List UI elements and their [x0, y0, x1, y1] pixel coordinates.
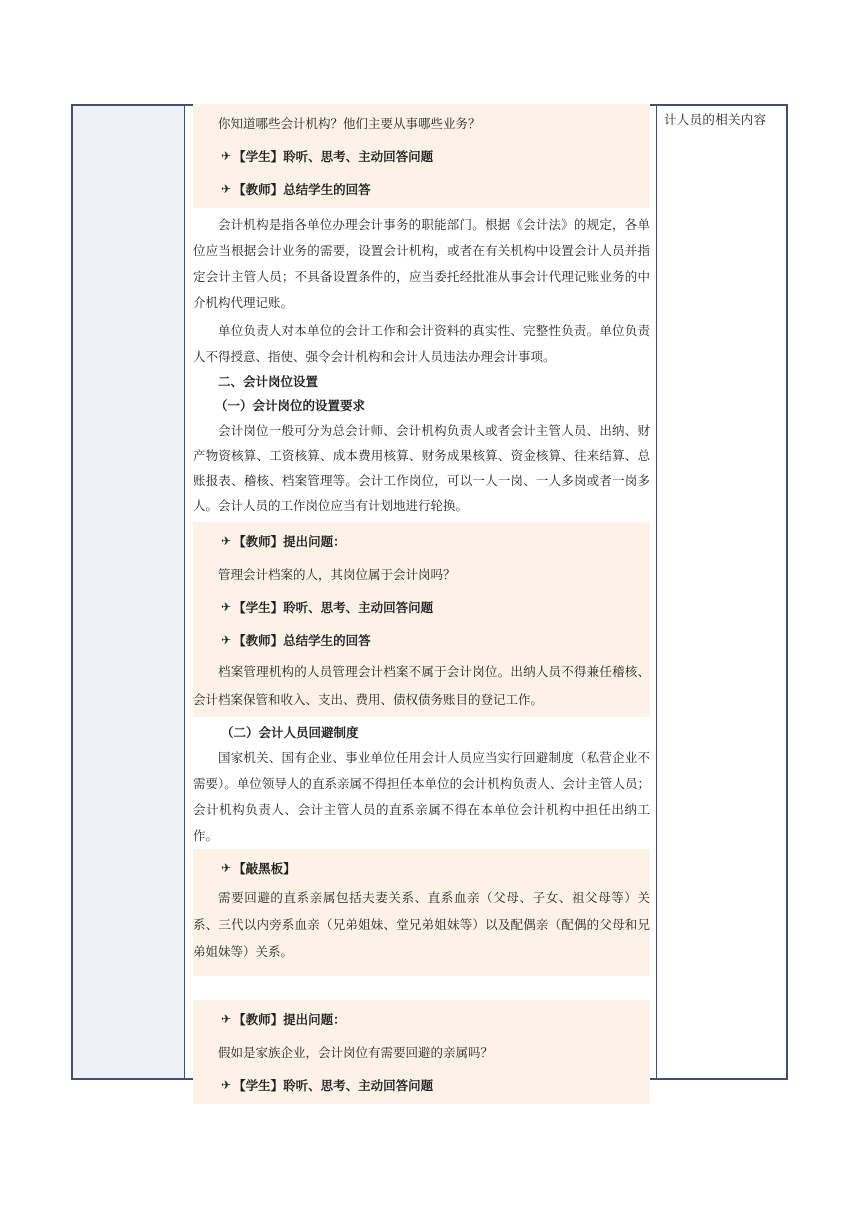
- teacher-summary-cue: ✈ 【教师】总结学生的回答: [221, 632, 371, 648]
- plane-icon: ✈: [221, 533, 232, 548]
- answer-text: 档案管理机构的人员管理会计档案不属于会计岗位。出纳人员不得兼任稽核、会计档案保管和收入、支出、费用、债权债务账目的登记工作。: [193, 664, 650, 707]
- subsection-heading: （一）会计岗位的设置要求: [215, 398, 366, 413]
- discussion-block-4: [193, 1000, 650, 1104]
- discussion-block-2: [193, 522, 650, 717]
- plane-icon: ✈: [221, 1077, 232, 1092]
- paragraph-accounting-org: 会计机构是指各单位办理会计事务的职能部门。根据《会计法》的规定，各单位应当根据会计业务的需要，设置会计机构，或者在有关机构中设置会计人员并指定会计主管人员；不具备设置条件的，应当委托经批准从事会计代理记账业务的中介机构代理记账。: [193, 217, 650, 310]
- discussion-block-1: [193, 104, 650, 208]
- section-heading: 二、会计岗位设置: [218, 374, 319, 389]
- lesson-table: [71, 104, 788, 1093]
- question-text: 管理会计档案的人，其岗位属于会计岗吗？: [218, 566, 456, 582]
- question-text: 假如是家族企业，会计岗位有需要回避的亲属吗？: [218, 1044, 494, 1060]
- side-note: 计人员的相关内容: [664, 112, 767, 127]
- question-text: 你知道哪些会计机构？他们主要从事哪些业务？: [218, 115, 481, 131]
- plane-icon: ✈: [221, 1011, 232, 1026]
- plane-icon: ✈: [221, 599, 232, 614]
- plane-icon: ✈: [221, 148, 232, 163]
- spacer: [193, 976, 650, 1000]
- teacher-question-cue: ✈ 【教师】提出问题：: [221, 1011, 346, 1027]
- paragraph-avoidance: 国家机关、国有企业、事业单位任用会计人员应当实行回避制度（私营企业不需要）。单位领导人的直系亲属不得担任本单位的会计机构负责人、会计主管人员；会计机构负责人、会计主管人员的直系亲属不得在本单位会计机构中担任出纳工作。: [193, 750, 650, 843]
- notes-column: [657, 106, 786, 1078]
- plane-icon: ✈: [221, 181, 232, 196]
- subsection-heading: （二）会计人员回避制度: [221, 725, 359, 740]
- highlight-text: 需要回避的直系亲属包括夫妻关系、直系血亲（父母、子女、祖父母等）关系、三代以内旁系血亲（兄弟姐妹、堂兄弟姐妹等）以及配偶亲（配偶的父母和兄弟姐妹等）关系。: [193, 890, 650, 959]
- highlight-title: ✈ 【敲黑板】: [221, 860, 296, 876]
- student-cue: ✈ 【学生】聆听、思考、主动回答问题: [221, 148, 434, 164]
- plane-icon: ✈: [221, 632, 232, 647]
- student-cue: ✈ 【学生】聆听、思考、主动回答问题: [221, 1077, 434, 1093]
- paragraph-positions: 会计岗位一般可分为总会计师、会计机构负责人或者会计主管人员、出纳、财产物资核算、工资核算、成本费用核算、财务成果核算、资金核算、往来结算、总账报表、稽核、档案管理等。会计工作岗位，可以一人一岗、一人多岗或者一岗多人。会计人员的工作岗位应当有计划地进行轮换。: [193, 423, 650, 513]
- teacher-summary-cue: ✈ 【教师】总结学生的回答: [221, 181, 371, 197]
- left-column: [73, 106, 185, 1078]
- student-cue: ✈ 【学生】聆听、思考、主动回答问题: [221, 599, 434, 615]
- content-column: [185, 106, 657, 1093]
- plane-icon: ✈: [221, 860, 232, 875]
- highlight-block: [193, 849, 650, 976]
- paragraph-responsibility: 单位负责人对本单位的会计工作和会计资料的真实性、完整性负责。单位负责人不得授意、指使、强令会计机构和会计人员违法办理会计事项。: [193, 323, 650, 364]
- teacher-question-cue: ✈ 【教师】提出问题：: [221, 533, 346, 549]
